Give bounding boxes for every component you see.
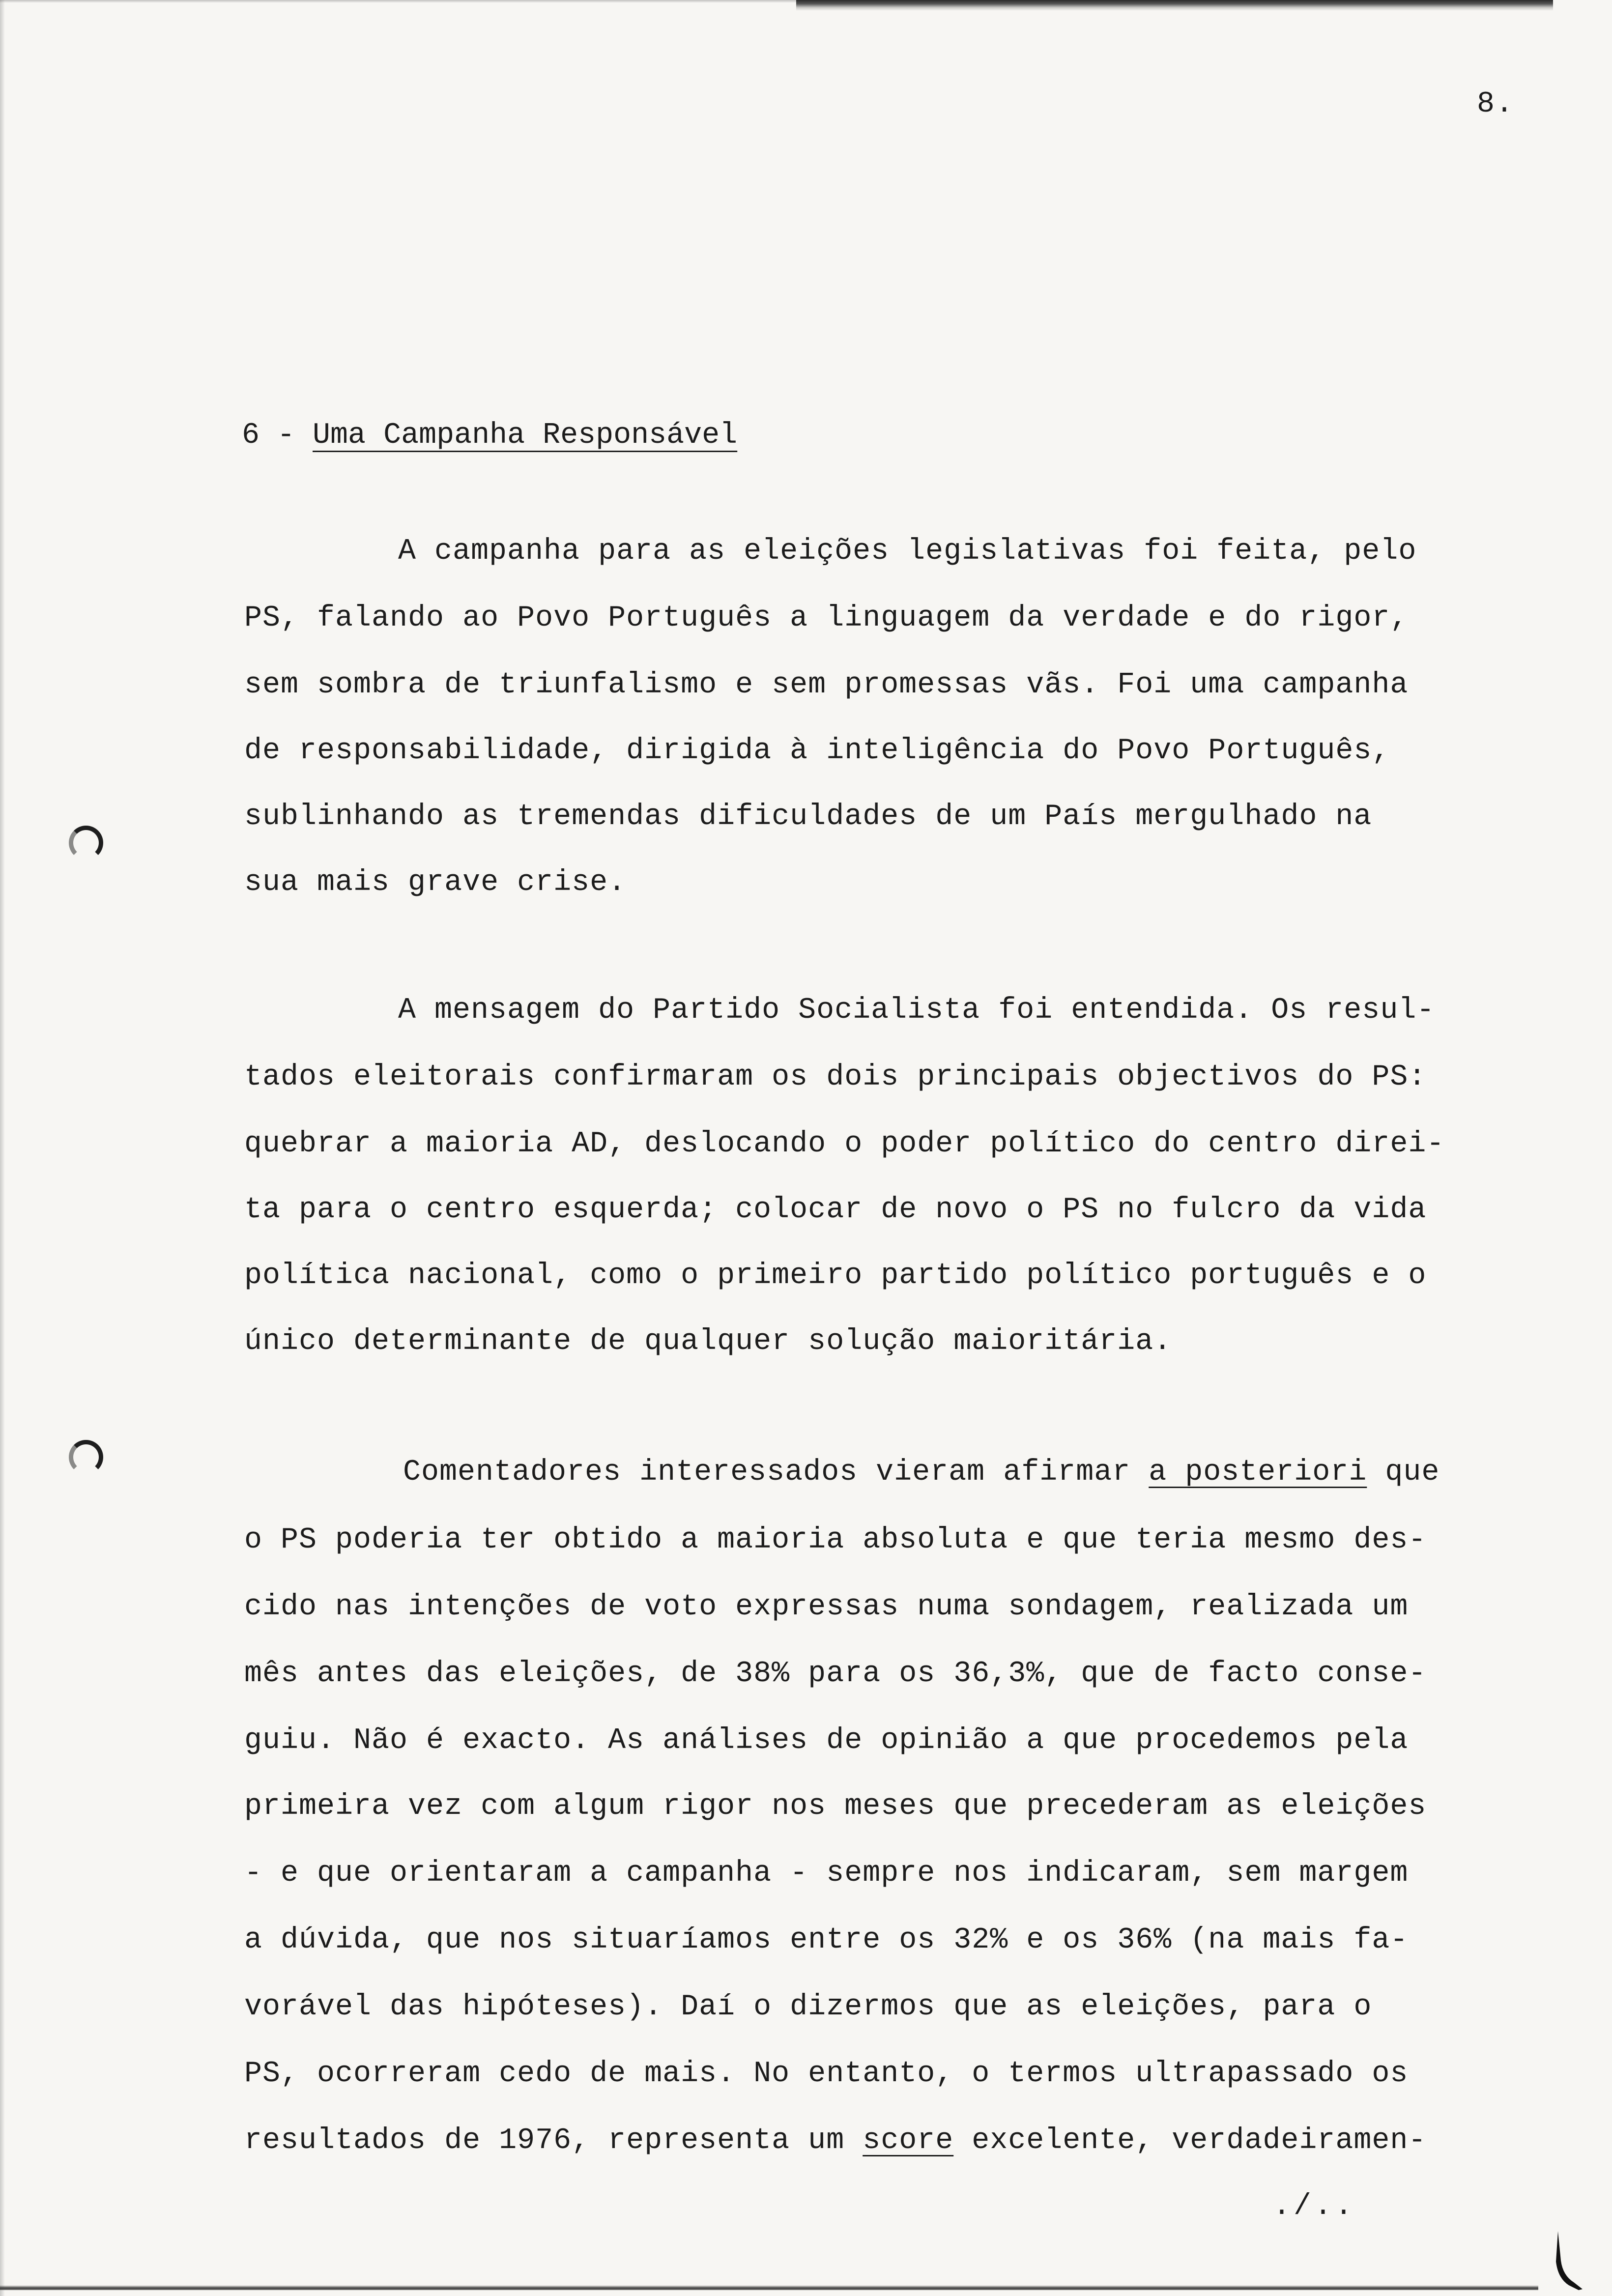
continuation-mark: ./..	[1273, 2190, 1356, 2223]
scan-left-edge	[0, 0, 5, 2296]
paragraph-line	[403, 1456, 1439, 1489]
paragraph-line: único determinante de qualquer solução maioritária.	[244, 1325, 1172, 1358]
section-title: Uma Campanha Responsável	[313, 419, 738, 452]
paragraph-line: A mensagem do Partido Socialista foi entendida. Os resul-	[398, 994, 1435, 1027]
paragraph-line: guiu. Não é exacto. As análises de opinião a que procedemos pela	[244, 1724, 1409, 1757]
scan-top-edge-faint	[0, 0, 796, 3]
paragraph-line: primeira vez com algum rigor nos meses que precederam as eleições	[244, 1790, 1427, 1823]
punch-hole-lower	[69, 1440, 103, 1474]
line-text: Comentadores interessados vieram afirmar	[403, 1456, 1149, 1489]
paragraph-line: PS, falando ao Povo Português a linguagem da verdade e do rigor,	[244, 602, 1409, 635]
paragraph-line	[244, 2124, 1426, 2157]
paragraph-line: - e que orientaram a campanha - sempre nos indicaram, sem margem	[244, 1857, 1409, 1890]
punch-hole-upper	[69, 826, 103, 860]
scan-top-edge	[796, 0, 1553, 11]
paragraph-line: PS, ocorreram cedo de mais. No entanto, o termos ultrapassado os	[244, 2057, 1409, 2091]
scan-bottom-edge	[0, 2285, 1538, 2290]
paragraph-line: ta para o centro esquerda; colocar de novo o PS no fulcro da vida	[244, 1193, 1427, 1227]
page-number: 8.	[1477, 87, 1515, 121]
paragraph-line: de responsabilidade, dirigida à inteligência do Povo Português,	[244, 734, 1390, 768]
emphasis-score: score	[863, 2124, 954, 2157]
line-text: que	[1367, 1456, 1440, 1489]
paragraph-line: tados eleitorais confirmaram os dois principais objectivos do PS:	[244, 1061, 1427, 1094]
section-number: 6 -	[242, 419, 295, 452]
line-text: excelente, verdadeiramen-	[953, 2124, 1427, 2157]
paragraph-line: quebrar a maioria AD, deslocando o poder político do centro direi-	[244, 1127, 1445, 1161]
paragraph-line: mês antes das eleições, de 38% para os 36,3%, que de facto conse-	[244, 1657, 1427, 1691]
paragraph-line: sem sombra de triunfalismo e sem promessas vãs. Foi uma campanha	[244, 668, 1409, 702]
emphasis-a-posteriori: a posteriori	[1149, 1456, 1367, 1489]
paragraph-line: vorável das hipóteses). Daí o dizermos que as eleições, para o	[244, 1990, 1372, 2024]
paragraph-line: política nacional, como o primeiro partido político português e o	[244, 1259, 1427, 1292]
corner-scan-mark	[1554, 2231, 1583, 2290]
paragraph-line: sua mais grave crise.	[244, 866, 627, 899]
paragraph-line: A campanha para as eleições legislativas foi feita, pelo	[398, 535, 1417, 568]
paragraph-line: cido nas intenções de voto expressas numa sondagem, realizada um	[244, 1590, 1409, 1624]
paragraph-line: sublinhando as tremendas dificuldades de um País mergulhado na	[244, 800, 1372, 833]
paragraph-line: o PS poderia ter obtido a maioria absoluta e que teria mesmo des-	[244, 1523, 1427, 1557]
line-text: resultados de 1976, representa um	[244, 2124, 863, 2157]
paragraph-line: a dúvida, que nos situaríamos entre os 32% e os 36% (na mais fa-	[244, 1923, 1409, 1957]
section-heading	[242, 419, 737, 452]
